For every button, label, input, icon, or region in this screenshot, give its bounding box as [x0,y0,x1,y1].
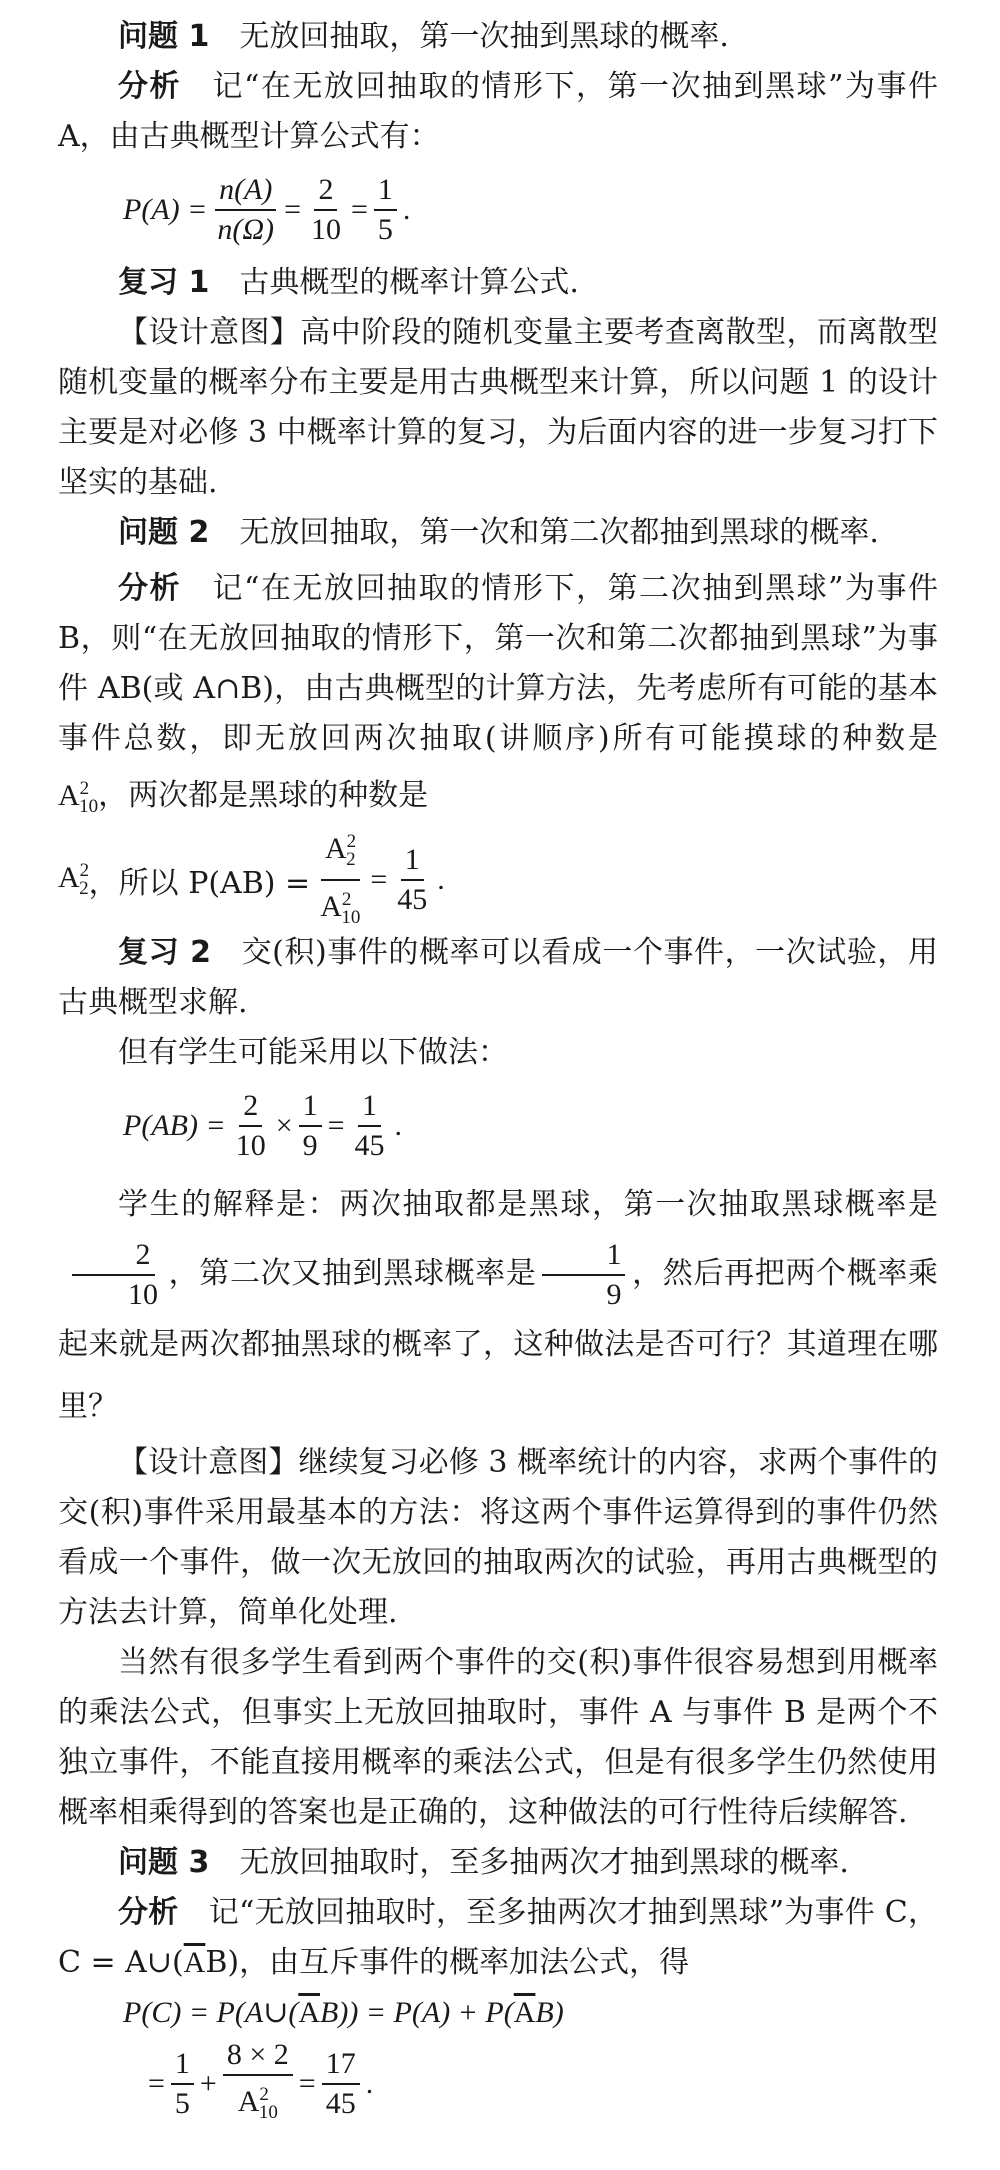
fraction: $\frac{2}{10}$ [235,1089,266,1162]
question-1-label: 问题 1 [118,19,210,54]
equation-p-c-line1: $P(C) = P(A\cup(\overline{A}B)) = P(A) + P(\overline{A}B)$ [123,1996,564,2029]
question-2-label: 问题 2 [118,515,210,550]
question-3-label: 问题 3 [118,1845,210,1880]
analysis-2-text-2: ，两次都是黑球的种数是 [98,778,429,813]
fraction: $\frac{2}{10}$ [64,1236,162,1314]
review-1-label: 复习 1 [118,265,210,300]
equation-student: P(AB) = $\frac{2}{10}$ × $\frac{1}{9}$ = $\frac{1}{45}$ . [58,1078,938,1174]
fraction: $\frac{2}{10}$ [310,173,341,246]
question-2 [58,508,938,558]
question-1-text: 无放回抽取，第一次抽到黑球的概率. [239,19,729,54]
fraction: $\frac{1}{9}$ [299,1087,322,1165]
fraction: $\frac{17}{45}$ [322,2045,360,2123]
analysis-3-label: 分析 [118,1895,179,1930]
question-3 [58,1838,938,1888]
review-1 [58,258,938,308]
analysis-3: 分析 记“无放回抽取时，至多抽两次才抽到黑球”为事件 C，$C = A\cup(\overline{A}B)$，由互斥事件的概率加法公式，得 [58,1895,939,1980]
student-method-intro: 但有学生可能采用以下做法： [118,1035,508,1070]
fraction: $\frac{n(A)}{n(\Omega)}$ [213,171,278,249]
review-1-text: 古典概型的概率计算公式. [239,265,579,300]
question-3-text: 无放回抽取时，至多抽两次才抽到黑球的概率. [239,1845,849,1880]
student-explanation: 学生的解释是：两次抽取都是黑球，第一次抽取黑球概率是 $\frac{2}{10}$ ，第二次又抽到黑球概率是 $\frac{1}{9}$ ，然后再把两个概率乘起来就是两次都抽黑球的概率了，这种做法是否可行？其道理在哪里？ [58,1187,939,1424]
fraction: $\frac{1}{9}$ [542,1236,625,1314]
review-2-label: 复习 2 [118,935,212,970]
fraction: $\frac{1}{45}$ [397,843,428,916]
fraction: $\frac{1}{5}$ [374,171,397,249]
analysis-2-label: 分析 [118,571,182,606]
a-10-2: $A^2_{10}$ [58,778,99,817]
a-2-2: $A^2_2$ [58,860,90,899]
analysis-2-text-3: ，所以 P(AB) = [88,866,311,901]
analysis-1-text: 记“在无放回抽取的情形下，第一次抽到黑球”为事件 A，由古典概型计算公式有： [58,69,938,154]
document-page [58,12,938,2130]
fraction: $\frac{1}{5}$ [171,2045,194,2123]
analysis-1-label: 分析 [118,69,182,104]
equation-p-ab: $A^2_2$ ，所以 P(AB) = $\frac{A^2_2}{A^2_{10}}$ = $\frac{1}{45}$ . [58,832,938,928]
design-intent-1: 【设计意图】高中阶段的随机变量主要考查离散型，而离散型随机变量的概率分布主要是用古典概型来计算，所以问题 1 的设计主要是对必修 3 中概率计算的复习，为后面内容的进一步复习打下坚实的基础. [58,315,938,500]
equation-p-a: P(A) = $\frac{n(A)}{n(\Omega)}$ = $\frac{2}{10}$ = $\frac{1}{5}$ . [58,162,938,258]
question-1 [58,12,938,62]
review-2-text: 交(积)事件的概率可以看成一个事件，一次试验，用古典概型求解. [58,935,938,1020]
review-2 [58,928,938,1028]
analysis-2 [58,564,938,832]
equation-p-c-line2: = $\frac{1}{5}$ + $\frac{8 \times 2}{A^2_{10}}$ = $\frac{17}{45}$ . [58,2038,938,2130]
fraction: $\frac{A^2_2}{A^2_{10}}$ [316,823,364,937]
eq-lhs: P(A) = [123,193,208,226]
paragraph-independence: 当然有很多学生看到两个事件的交(积)事件很容易想到用概率的乘法公式，但事实上无放回抽取时，事件 A 与事件 B 是两个不独立事件，不能直接用概率的乘法公式，但是有很多学生仍然使用概率相乘得到的答案也是正确的，这种做法的可行性待后续解答. [58,1645,938,1830]
fraction: $\frac{8 \times 2}{A^2_{10}}$ [223,2036,293,2132]
design-intent-2: 【设计意图】继续复习必修 3 概率统计的内容，求两个事件的交(积)事件采用最基本的方法：将这两个事件运算得到的事件仍然看成一个事件，做一次无放回的抽取两次的试验，再用古典概型的方法去计算，简单化处理. [58,1445,938,1630]
question-2-text: 无放回抽取，第一次和第二次都抽到黑球的概率. [239,515,879,550]
fraction: $\frac{1}{45}$ [354,1089,385,1162]
analysis-2-text-1: 记“在无放回抽取的情形下，第二次抽到黑球”为事件 B，则“在无放回抽取的情形下，第一次和第二次都抽到黑球”为事件 AB(或 A∩B)，由古典概型的计算方法，先考虑所有可能的基本事件总数，即无放回两次抽取(讲顺序)所有可能摸球的种数是 [58,571,938,756]
analysis-1 [58,62,938,162]
